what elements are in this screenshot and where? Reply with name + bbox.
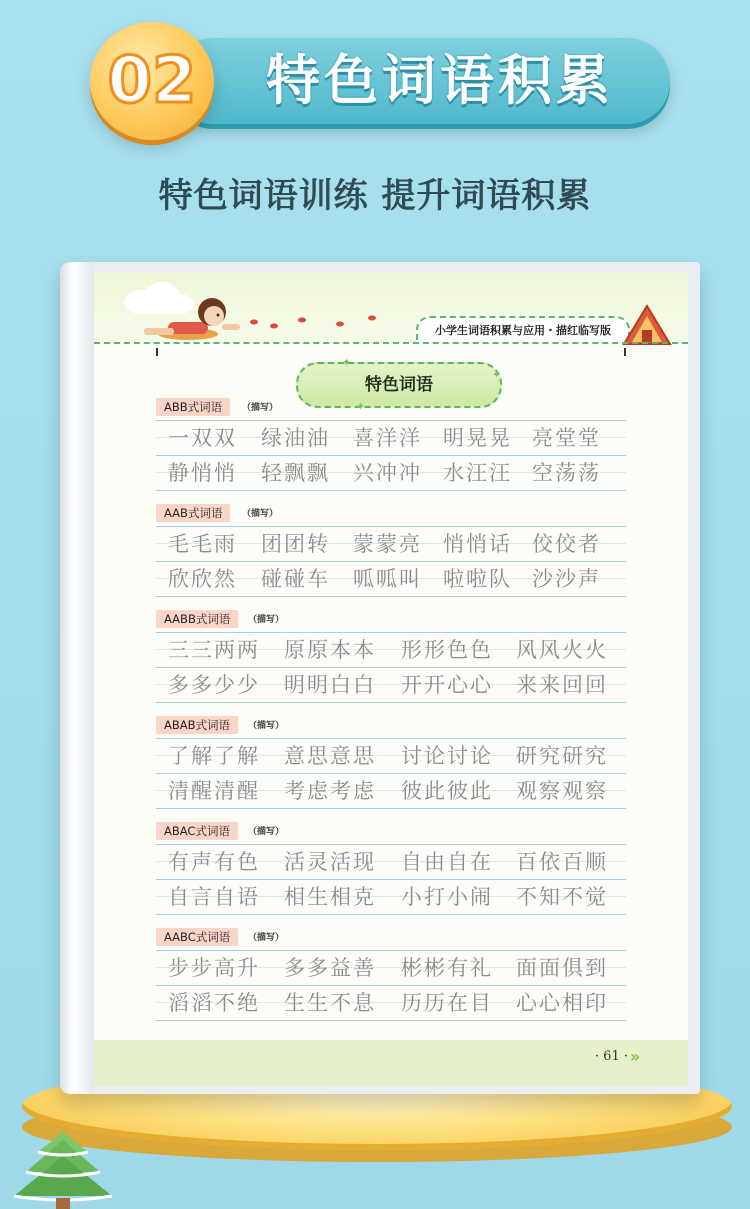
section-label: ABB式词语 <box>156 398 230 416</box>
section-title: 特色词语 <box>296 362 502 408</box>
house-icon <box>622 304 672 346</box>
practice-row <box>156 561 626 597</box>
practice-row <box>156 420 626 456</box>
girl-illustration-icon <box>138 294 244 342</box>
series-tag: 小学生词语积累与应用・描红临写版 <box>416 316 630 344</box>
word: 研究研究 <box>516 744 608 768</box>
section-label: ABAC式词语 <box>156 822 238 840</box>
section-note: （描写） <box>248 827 285 837</box>
word: 多多少少 <box>168 673 260 697</box>
word: 多多益善 <box>284 956 376 980</box>
word: 自言自语 <box>168 885 260 909</box>
word: 不知不觉 <box>516 885 608 909</box>
practice-row <box>156 738 626 774</box>
word: 意思意思 <box>284 744 376 768</box>
star-icon: ✦ <box>342 356 352 369</box>
section-label: AABB式词语 <box>156 610 238 628</box>
word: 相生相克 <box>284 885 376 909</box>
section-note: （描写） <box>248 933 285 943</box>
word: 毛毛雨 <box>168 532 237 556</box>
word: 三三两两 <box>168 638 260 662</box>
section-label: AAB式词语 <box>156 504 230 522</box>
word: 悄悄话 <box>443 532 512 556</box>
word: 呱呱叫 <box>353 567 422 591</box>
petals-icon <box>244 302 384 332</box>
word: 步步高升 <box>168 956 260 980</box>
word: 静悄悄 <box>168 461 237 485</box>
practice-row <box>156 773 626 809</box>
section-label: ABAB式词语 <box>156 716 238 734</box>
word: 一双双 <box>168 426 237 450</box>
word: 清醒清醒 <box>168 779 260 803</box>
subtitle: 特色词语训练 提升词语积累 <box>158 176 592 216</box>
word: 活灵活现 <box>284 850 376 874</box>
word: 有声有色 <box>168 850 260 874</box>
word: 欣欣然 <box>168 567 237 591</box>
word: 生生不息 <box>284 991 376 1015</box>
word: 考虑考虑 <box>284 779 376 803</box>
word: 明明白白 <box>284 673 376 697</box>
header-divider <box>94 342 688 344</box>
word: 啦啦队 <box>443 567 512 591</box>
word: 风风火火 <box>516 638 608 662</box>
word: 沙沙声 <box>532 567 601 591</box>
margin-mark <box>624 348 626 356</box>
number-badge-text: 02 <box>107 44 197 118</box>
section-note: （描写） <box>242 403 279 413</box>
section-note: （描写） <box>242 509 279 519</box>
section-label: AABC式词语 <box>156 928 238 946</box>
word: 来来回回 <box>516 673 608 697</box>
word: 小打小闹 <box>401 885 493 909</box>
page-number: · 61 · <box>594 1049 628 1064</box>
banner-title: 特色词语积累 <box>266 49 614 112</box>
word: 亮堂堂 <box>532 426 601 450</box>
word: 空荡荡 <box>532 461 601 485</box>
book-spine <box>60 262 94 1094</box>
word: 佼佼者 <box>532 532 601 556</box>
word: 明晃晃 <box>443 426 512 450</box>
word: 自由自在 <box>401 850 493 874</box>
word: 轻飘飘 <box>261 461 330 485</box>
chevron-right-icon: » <box>630 1047 641 1066</box>
practice-row <box>156 879 626 915</box>
word: 形形色色 <box>401 638 493 662</box>
word: 兴冲冲 <box>353 461 422 485</box>
word: 观察观察 <box>516 779 608 803</box>
practice-row <box>156 950 626 986</box>
word: 滔滔不绝 <box>168 991 260 1015</box>
tree-icon <box>8 1132 118 1209</box>
practice-row <box>156 632 626 668</box>
practice-row <box>156 844 626 880</box>
word: 蒙蒙亮 <box>353 532 422 556</box>
word: 团团转 <box>261 532 330 556</box>
word: 绿油油 <box>261 426 330 450</box>
practice-row <box>156 985 626 1021</box>
word: 彼此彼此 <box>401 779 493 803</box>
word: 碰碰车 <box>261 567 330 591</box>
word: 了解了解 <box>168 744 260 768</box>
word: 历历在目 <box>401 991 493 1015</box>
word: 开开心心 <box>401 673 493 697</box>
section-note: （描写） <box>248 721 285 731</box>
practice-row <box>156 667 626 703</box>
star-icon: ✦ <box>492 368 502 381</box>
star-icon: ✦ <box>356 400 366 413</box>
word: 心心相印 <box>516 991 608 1015</box>
practice-row <box>156 526 626 562</box>
word: 原原本本 <box>284 638 376 662</box>
word: 彬彬有礼 <box>401 956 493 980</box>
word: 讨论讨论 <box>401 744 493 768</box>
word: 水汪汪 <box>443 461 512 485</box>
word: 百依百顺 <box>516 850 608 874</box>
practice-row <box>156 455 626 491</box>
margin-mark <box>156 348 158 356</box>
word: 面面俱到 <box>516 956 608 980</box>
book-page <box>94 272 688 1086</box>
section-note: （描写） <box>248 615 285 625</box>
word: 喜洋洋 <box>353 426 422 450</box>
